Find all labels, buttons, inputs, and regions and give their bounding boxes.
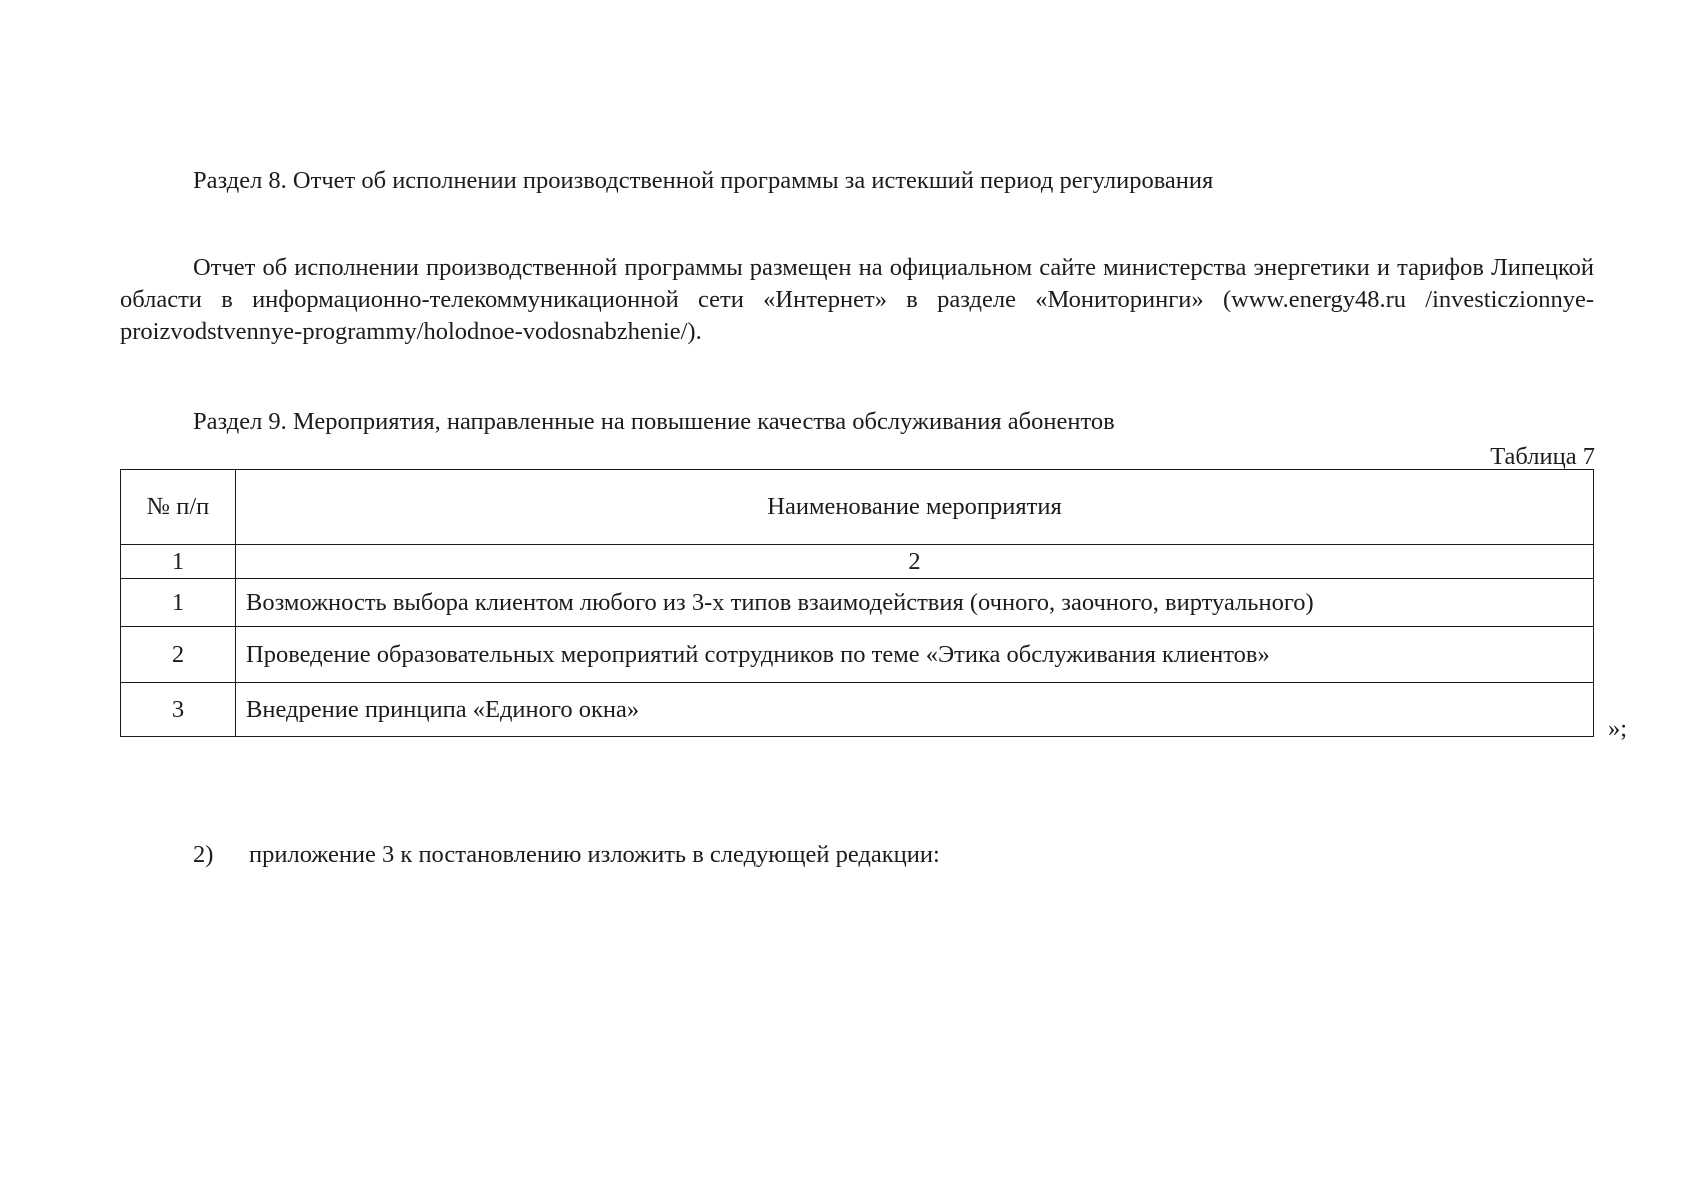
item-2 [193,839,940,871]
row-measure-name: Внедрение принципа «Единого окна» [236,683,1594,737]
item-2-text: приложение 3 к постановлению изложить в следующей редакции: [249,841,940,868]
table-row [121,627,1594,683]
header-number: № п/п [121,470,236,545]
section-8-paragraph: Отчет об исполнении производственной программы размещен на официальном сайте министерства энергетики и тарифов Липецкой области в информационно-телекоммуникационной сети «Интернет» в разделе «Мониторинги» (www.energy48.ru /investiczionnye-proizvodstvennye-programmy/holodnoe-vodosnabzhenie/). [120,254,1594,345]
row-number: 3 [121,683,236,737]
measures-table [120,469,1594,737]
column-number-2: 2 [236,545,1594,579]
section-8-heading: Раздел 8. Отчет об исполнении производственной программы за истекший период регулирования [193,167,1214,194]
row-measure-name: Возможность выбора клиентом любого из 3-х типов взаимодействия (очного, заочного, виртуального) [236,579,1594,627]
row-measure-name: Проведение образовательных мероприятий сотрудников по теме «Этика обслуживания клиентов» [236,627,1594,683]
table-row [121,683,1594,737]
row-number: 2 [121,627,236,683]
item-2-number: 2) [193,841,214,868]
header-name: Наименование мероприятия [236,470,1594,545]
closing-quote-mark: »; [1608,715,1628,742]
column-number-row [121,545,1594,579]
table-row [121,579,1594,627]
table-caption: Таблица 7 [1490,443,1595,470]
table-header-row [121,470,1594,545]
section-9-heading: Раздел 9. Мероприятия, направленные на повышение качества обслуживания абонентов [193,408,1115,435]
column-number-1: 1 [121,545,236,579]
row-number: 1 [121,579,236,627]
